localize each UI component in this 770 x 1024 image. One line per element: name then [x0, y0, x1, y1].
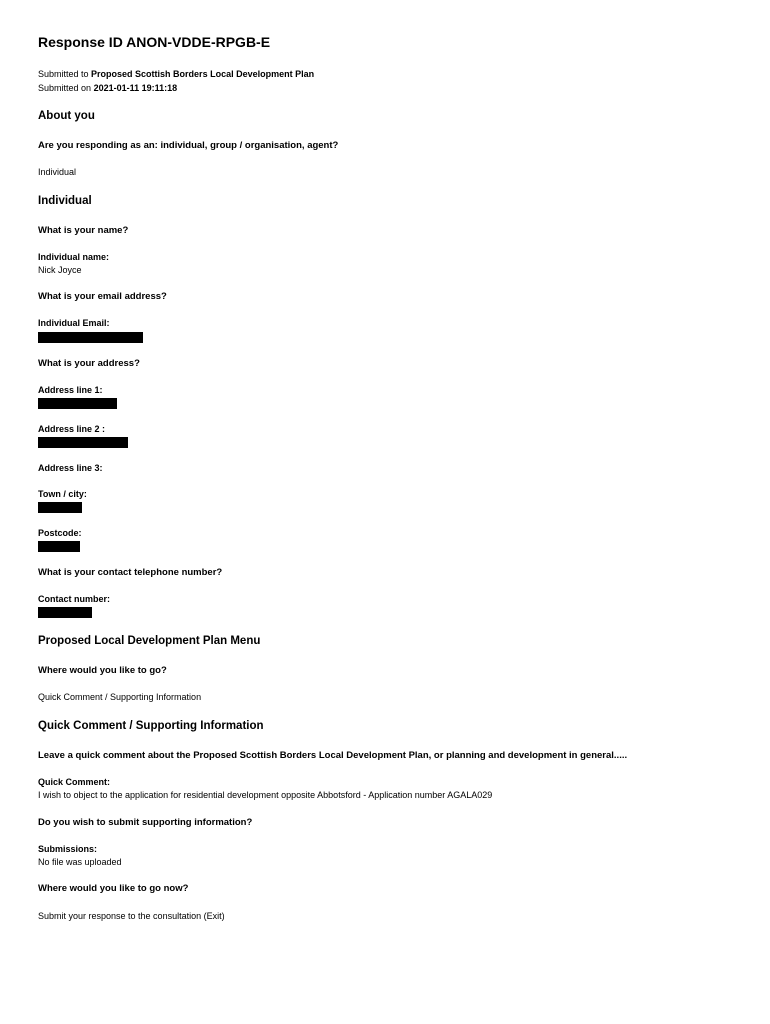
question-name: What is your name? [38, 225, 129, 236]
label-address-line-3: Address line 3: [38, 463, 103, 473]
value-individual-name: Nick Joyce [38, 265, 82, 275]
submitted-on-label: Submitted on [38, 83, 92, 93]
label-individual-name: Individual name: [38, 252, 110, 262]
answer-responding-as: Individual [38, 167, 77, 177]
submitted-to-label: Submitted to [38, 69, 89, 79]
answer-where-to-go: Quick Comment / Supporting Information [38, 692, 202, 702]
question-address: What is your address? [38, 358, 140, 369]
section-quick-comment: Quick Comment / Supporting Information [38, 720, 264, 732]
question-email: What is your email address? [38, 291, 167, 302]
question-quick-comment: Leave a quick comment about the Proposed Scottish Borders Local Development Plan, or planning and development in general..... [38, 750, 628, 761]
section-plan-menu: Proposed Local Development Plan Menu [38, 635, 261, 647]
label-quick-comment: Quick Comment: [38, 777, 111, 787]
label-address-line-1: Address line 1: [38, 385, 103, 395]
label-submissions: Submissions: [38, 844, 98, 854]
section-about-you: About you [38, 110, 95, 122]
value-submissions: No file was uploaded [38, 857, 122, 867]
question-where-to-go: Where would you like to go? [38, 665, 167, 676]
question-where-now: Where would you like to go now? [38, 883, 189, 894]
label-individual-email: Individual Email: [38, 318, 110, 328]
redacted-address-line-1 [38, 398, 117, 409]
redacted-postcode [38, 541, 80, 552]
redacted-address-line-2 [38, 437, 128, 448]
answer-where-now: Submit your response to the consultation (Exit) [38, 911, 225, 921]
label-contact-number: Contact number: [38, 594, 110, 604]
label-postcode: Postcode: [38, 528, 82, 538]
submitted-to-value: Proposed Scottish Borders Local Development Plan [91, 69, 315, 79]
section-individual: Individual [38, 195, 92, 207]
label-address-line-2: Address line 2 : [38, 424, 106, 434]
submitted-to-line [38, 67, 314, 81]
redacted-email [38, 332, 143, 343]
redacted-contact-number [38, 607, 92, 618]
submitted-on-line [38, 81, 177, 95]
value-quick-comment: I wish to object to the application for residential development opposite Abbotsford - Application number AGALA029 [38, 790, 493, 800]
question-supporting-info: Do you wish to submit supporting information? [38, 817, 253, 828]
question-telephone: What is your contact telephone number? [38, 567, 223, 578]
page-title: Response ID ANON-VDDE-RPGB-E [38, 34, 271, 50]
label-town-city: Town / city: [38, 489, 87, 499]
redacted-town-city [38, 502, 82, 513]
question-responding-as: Are you responding as an: individual, group / organisation, agent? [38, 140, 339, 151]
submitted-on-value: 2021-01-11 19:11:18 [93, 83, 178, 93]
